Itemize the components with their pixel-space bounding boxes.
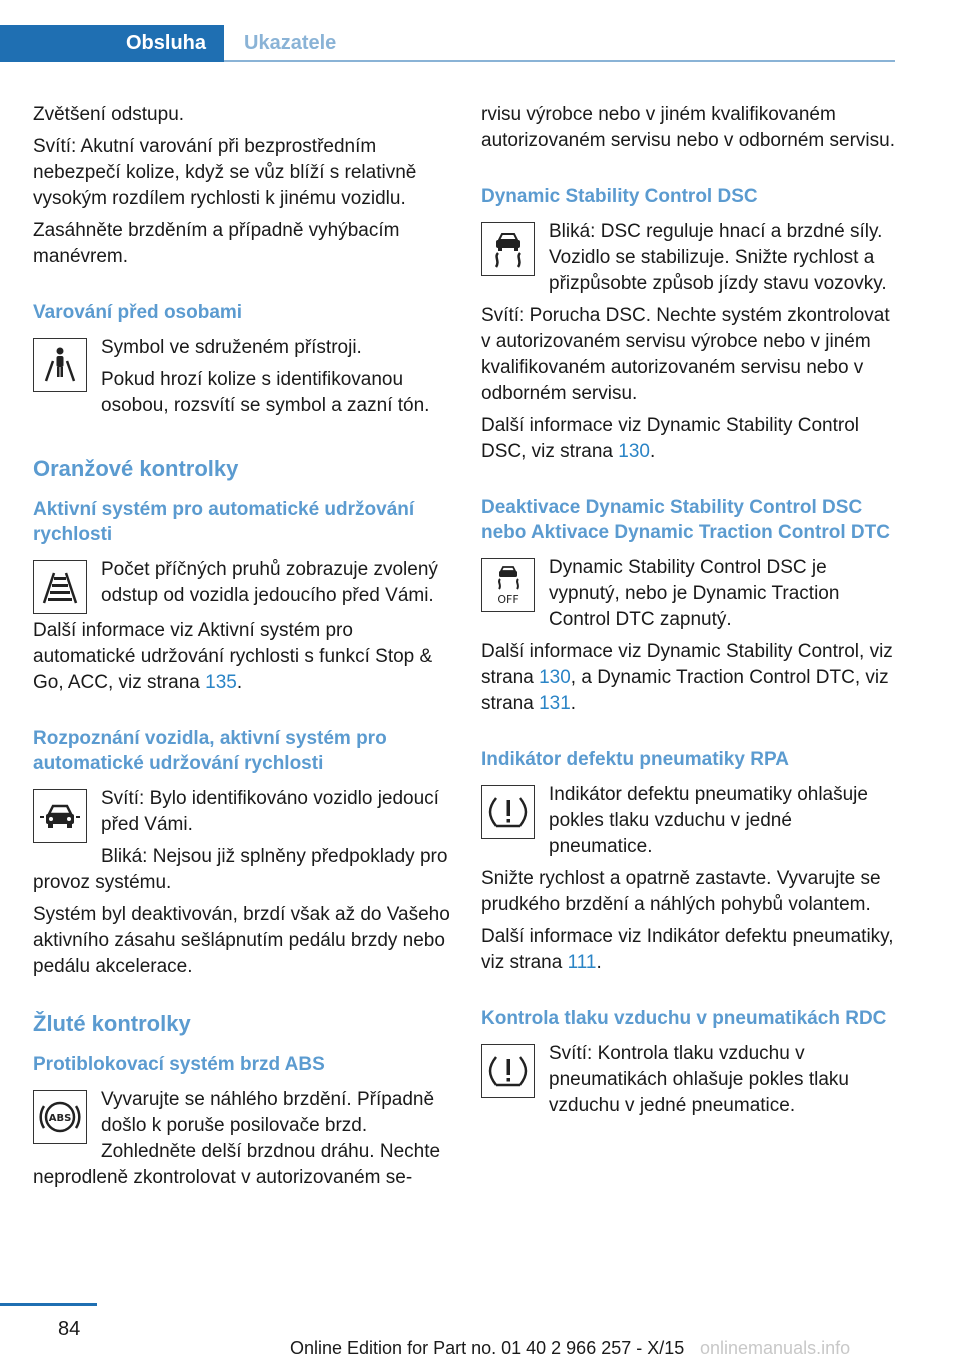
section-title-dsc-off: Deaktivace Dynamic Stability Control DSC nebo Aktivace Dynamic Traction Control DTC [481, 497, 890, 543]
left-column [33, 102, 451, 1197]
paragraph: Počet příčných pruhů zobrazuje zvolený odstup od vozidla jedoucího před Vámi. [101, 559, 438, 606]
car-front-icon [33, 789, 87, 843]
paragraph: Další informace viz Dynamic Stability Control, viz strana 130, a Dynamic Traction Control DTC, viz strana 131. [481, 641, 893, 714]
paragraph: Pokud hrozí kolize s identifikovanou osobou, rozsvítí se symbol a zazní tón. [101, 369, 430, 416]
section-title-acc: Aktivní systém pro automatické udržování rychlosti [33, 499, 415, 545]
rdc-item [481, 1041, 899, 1125]
distance-bars-icon [33, 560, 87, 614]
vehicle-item [33, 786, 451, 902]
page-number: 84 [58, 1318, 81, 1340]
page-header [0, 0, 895, 62]
header-rule [224, 60, 895, 62]
paragraph: Bliká: DSC reguluje hnací a brzdné síly. Vozidlo se stabilizuje. Snižte rychlost a přizpůsobte způsob jízdy stavu vozovky. [549, 221, 887, 294]
tire-pressure-icon [481, 1044, 535, 1098]
dsc-off-icon [481, 558, 535, 612]
page-link-130[interactable]: 130 [618, 441, 650, 462]
page-link-111[interactable]: 111 [567, 952, 597, 973]
rpa-item [481, 782, 899, 866]
pedestrian-item [33, 335, 451, 425]
edition-info: Online Edition for Part no. 01 40 2 966 257 - X/15 [290, 1338, 685, 1358]
abs-item [33, 1087, 451, 1197]
paragraph: Svítí: Kontrola tlaku vzduchu v pneumatikách ohlašuje pokles tlaku vzduchu v jedné pneumatice. [549, 1043, 849, 1116]
svg-text:OFF: OFF [497, 593, 519, 606]
paragraph: Snižte rychlost a opatrně zastavte. Vyvarujte se prudkého brzdění a náhlých pohybů volantem. [481, 868, 881, 915]
page-link-131[interactable]: 131 [539, 693, 571, 714]
paragraph: Indikátor defektu pneumatiky ohlašuje pokles tlaku vzduchu v jedné pneumatice. [549, 784, 868, 857]
page-link-135[interactable]: 135 [205, 672, 237, 693]
section-title-pedestrian: Varování před osobami [33, 302, 243, 323]
pedestrian-warning-icon [33, 338, 87, 392]
watermark: onlinemanuals.info [700, 1338, 851, 1358]
svg-text:ABS: ABS [48, 1113, 72, 1124]
paragraph: Další informace viz Aktivní systém pro automatické udržování rychlosti s funkcí Stop & Go, ACC, viz strana 135. [33, 620, 433, 693]
right-column [481, 102, 899, 1125]
section-title-vehicle-detection: Rozpoznání vozidla, aktivní systém pro automatické udržování rychlosti [33, 728, 387, 774]
section-title-abs: Protiblokovací systém brzd ABS [33, 1054, 325, 1075]
section-title-rpa: Indikátor defektu pneumatiky RPA [481, 749, 789, 770]
section-title-dsc: Dynamic Stability Control DSC [481, 186, 758, 207]
paragraph: Svítí: Bylo identifikováno vozidlo jedoucí před Vámi. [101, 788, 439, 835]
dsc-skid-icon [481, 222, 535, 276]
paragraph: Vyvarujte se náhlého brzdění. Případně došlo k poruše posilovače brzd. Zohledněte delší brzdnou dráhu. Nechte neprodleně zkontrolovat v autorizovaném se- [33, 1089, 441, 1188]
page-link-130[interactable]: 130 [539, 667, 571, 688]
paragraph: Svítí: Akutní varování při bezprostředním nebezpečí kolize, když se vůz blíží s relativně vysokým rozdílem rychlosti k jinému vozidlu. [33, 136, 417, 209]
abs-icon [33, 1090, 87, 1144]
dsc-off-item [481, 555, 899, 639]
heading-orange-lights: Oranžové kontrolky [33, 456, 239, 481]
paragraph: rvisu výrobce nebo v jiném kvalifikovaném autorizovaném servisu nebo v odborném servisu. [481, 104, 895, 151]
paragraph: Svítí: Porucha DSC. Nechte systém zkontrolovat v autorizovaném servisu výrobce nebo v jiném kvalifikovaném autorizovaném servisu nebo v odborném servisu. [481, 305, 890, 404]
tab-obsluha[interactable]: Obsluha [0, 25, 224, 62]
dsc-item [481, 219, 899, 303]
paragraph: Další informace viz Indikátor defektu pneumatiky, viz strana 111. [481, 926, 894, 973]
paragraph: Další informace viz Dynamic Stability Control DSC, viz strana 130. [481, 415, 860, 462]
paragraph: Zasáhněte brzděním a případně vyhýbacím manévrem. [33, 220, 400, 267]
heading-yellow-lights: Žluté kontrolky [33, 1011, 191, 1036]
footer-rule [0, 1303, 97, 1306]
acc-item [33, 557, 451, 618]
paragraph: Zvětšení odstupu. [33, 104, 185, 125]
paragraph: Systém byl deaktivován, brzdí však až do Vašeho aktivního zásahu sešlápnutím pedálu brzdy nebo pedálu akcelerace. [33, 904, 450, 977]
section-title-rdc: Kontrola tlaku vzduchu v pneumatikách RDC [481, 1008, 887, 1029]
paragraph: Dynamic Stability Control DSC je vypnutý, nebo je Dynamic Traction Control DTC zapnutý. [549, 557, 840, 630]
tire-warning-icon [481, 785, 535, 839]
paragraph: Bliká: Nejsou již splněny předpoklady pro provoz systému. [33, 846, 448, 893]
paragraph: Symbol ve sdruženém přístroji. [101, 337, 362, 358]
tab-ukazatele[interactable]: Ukazatele [244, 32, 337, 54]
